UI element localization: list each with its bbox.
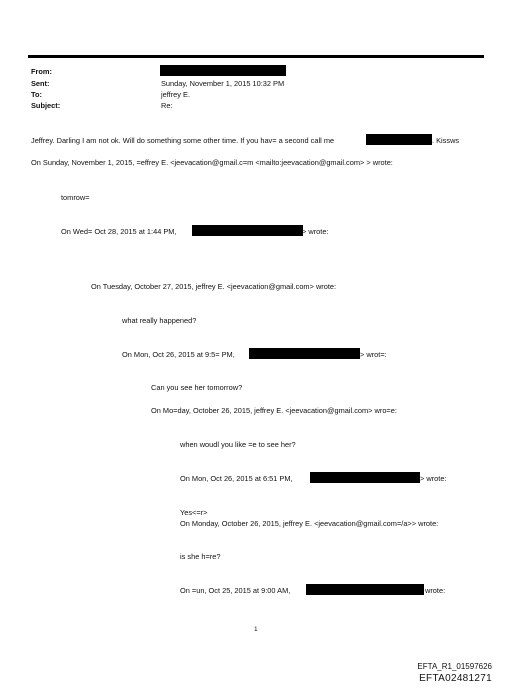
body-line-9: On Mo=day, October 26, 2015, jeffrey E. <jeevacation@gmail.com> wro=e:: [151, 406, 397, 415]
body-line-7a: On Mon, Oct 26, 2015 at 9:5= PM,: [122, 350, 235, 359]
body-line-7b: > wrot=:: [360, 350, 387, 359]
body-line-6: what really happened?: [122, 316, 197, 325]
body-line-10: when woudl you like =e to see her?: [180, 440, 296, 449]
to-label: To:: [31, 90, 42, 99]
body-line-15b: wrote:: [425, 586, 446, 595]
redaction-2: [192, 225, 303, 236]
body-line-4b: > wrote:: [302, 227, 329, 236]
body-line-3: tomrow=: [61, 193, 90, 202]
subject-label: Subject:: [31, 101, 61, 110]
body-line-15a: On =un, Oct 25, 2015 at 9:00 AM,: [180, 586, 291, 595]
redaction-3: [249, 348, 360, 359]
page-number: 1: [254, 626, 258, 633]
to-value: jeffrey E.: [161, 90, 191, 99]
body-line-14: is she h=re?: [180, 552, 221, 561]
body-line-8: Can you see her tomorrow?: [151, 383, 243, 392]
body-line-1a: Jeffrey. Darling I am not ok. Will do something some other time. If you hav= a second call me: [31, 136, 335, 145]
footer-reference-1: EFTA_R1_01597626: [417, 662, 492, 671]
from-label: From:: [31, 67, 52, 76]
body-line-4a: On Wed= Oct 28, 2015 at 1:44 PM,: [61, 227, 177, 236]
body-line-13: On Monday, October 26, 2015, jeffrey E. <jeevacation@gmail.com=/a>> wrote:: [180, 519, 439, 528]
header-rule: [28, 55, 484, 58]
body-line-12: Yes<=r>: [180, 508, 208, 517]
body-line-1b: . Kissws: [432, 136, 460, 145]
body-line-2: On Sunday, November 1, 2015, =effrey E. <jeevacation@gmail.c=m <mailto:jeevacation@gmail.com> > wrote:: [31, 158, 393, 167]
redaction-5: [306, 584, 424, 595]
body-line-11a: On Mon, Oct 26, 2015 at 6:51 PM,: [180, 474, 293, 483]
body-line-11b: > wrote:: [420, 474, 447, 483]
redaction-1: [366, 134, 432, 145]
body-line-5: On Tuesday, October 27, 2015, jeffrey E. <jeevacation@gmail.com> wrote:: [91, 282, 337, 291]
redaction-4: [310, 472, 420, 483]
redaction-from: [160, 65, 286, 76]
subject-value: Re:: [161, 101, 173, 110]
footer-reference-2: EFTA02481271: [419, 673, 492, 684]
sent-value: Sunday, November 1, 2015 10:32 PM: [161, 79, 285, 88]
sent-label: Sent:: [31, 79, 50, 88]
